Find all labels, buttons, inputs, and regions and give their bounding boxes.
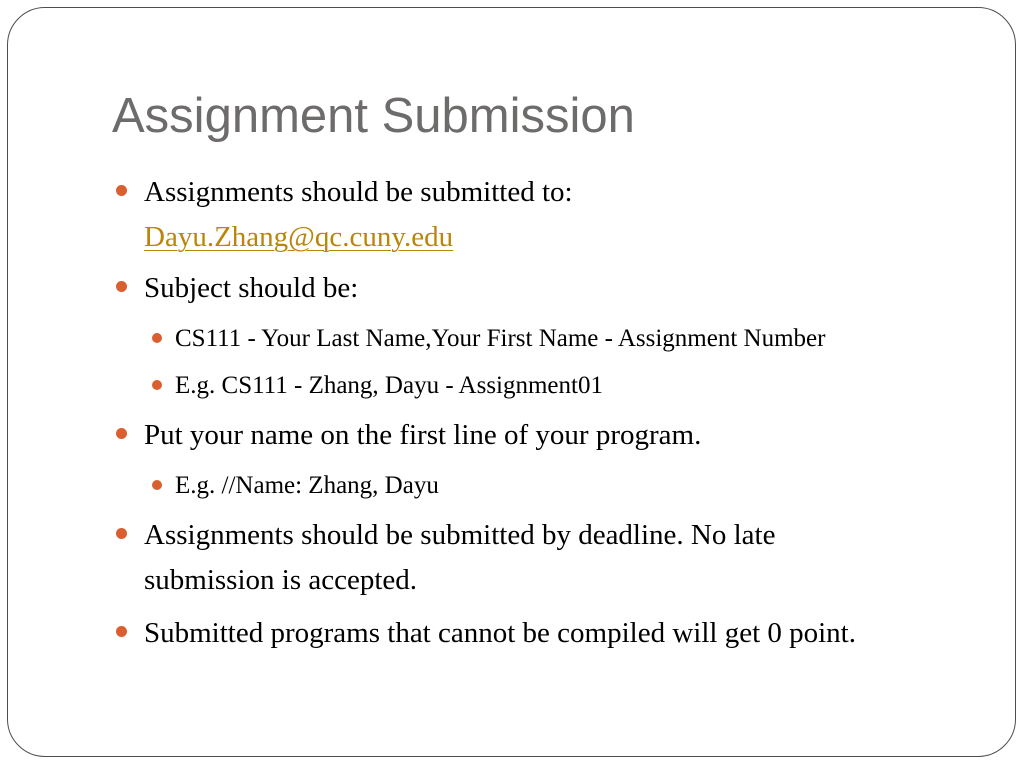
sub-bullet-text: E.g. //Name: Zhang, Dayu — [175, 472, 439, 499]
sub-bullet-subject-example — [112, 366, 992, 406]
email-link[interactable]: Dayu.Zhang@qc.cuny.edu — [144, 221, 454, 253]
bullet-compile — [112, 611, 992, 656]
bullet-deadline — [112, 513, 992, 603]
bullet-submission-address — [112, 170, 992, 260]
sub-bullet-name-example — [112, 466, 992, 506]
bullet-dot-icon — [116, 281, 127, 292]
bullet-dot-icon — [116, 428, 127, 439]
bullet-text: Submitted programs that cannot be compiled will get 0 point. — [144, 617, 856, 649]
bullet-text: Put your name on the first line of your program. — [144, 419, 702, 451]
slide-content — [112, 170, 992, 664]
slide-title: Assignment Submission — [112, 89, 635, 143]
sub-bullet-text: CS111 - Your Last Name,Your First Name - Assignment Number — [175, 325, 826, 352]
bullet-text-line1: Assignments should be submitted by deadline. No late — [144, 519, 776, 551]
bullet-name-line — [112, 413, 992, 458]
bullet-dot-icon — [116, 185, 127, 196]
bullet-subject — [112, 266, 992, 311]
bullet-dot-icon — [116, 528, 127, 539]
bullet-text-line2: submission is accepted. — [144, 564, 418, 596]
bullet-dot-icon — [116, 626, 127, 637]
sub-bullet-dot-icon — [152, 333, 162, 343]
sub-bullet-text: E.g. CS111 - Zhang, Dayu - Assignment01 — [175, 372, 603, 399]
sub-bullet-dot-icon — [152, 480, 162, 490]
bullet-text: Assignments should be submitted to: — [144, 176, 573, 208]
bullet-text: Subject should be: — [144, 272, 359, 304]
sub-bullet-subject-format — [112, 319, 992, 359]
sub-bullet-dot-icon — [152, 380, 162, 390]
